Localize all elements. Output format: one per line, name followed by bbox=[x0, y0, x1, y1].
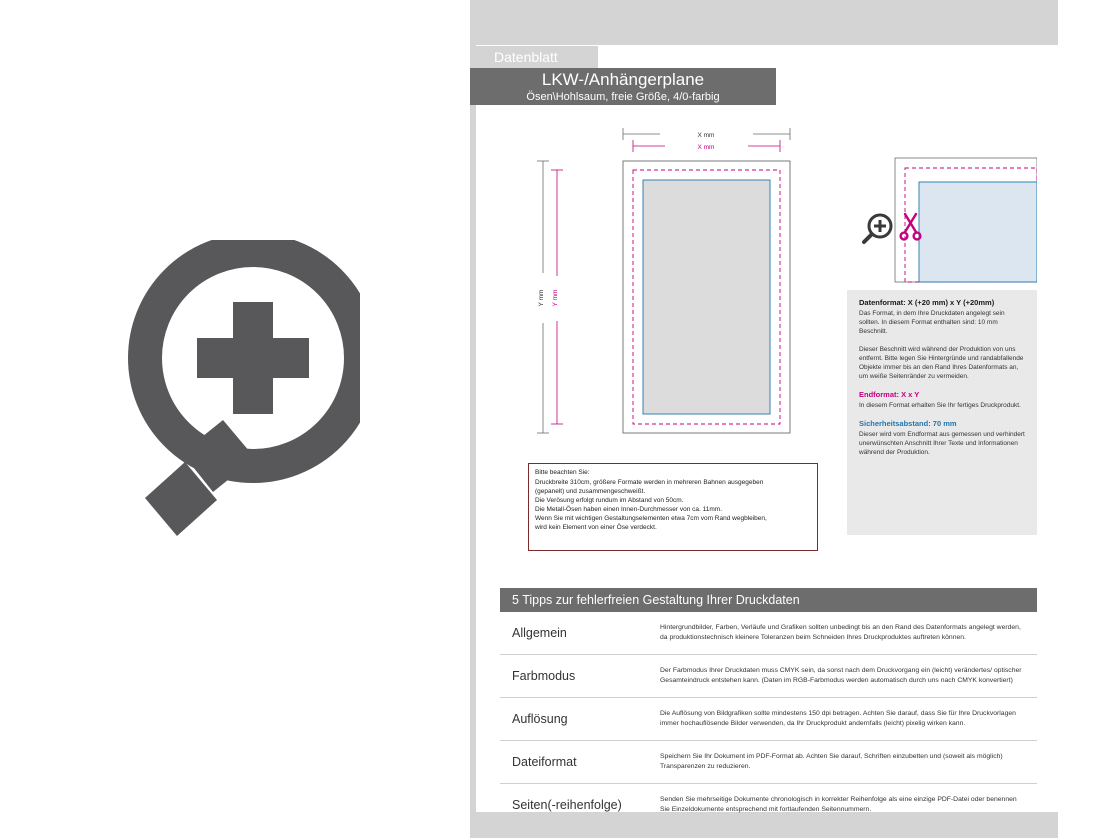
note-line: Die Metall-Ösen haben einen Innen-Durchmesser von ca. 11mm. bbox=[535, 506, 723, 513]
info-body-datenformat: Das Format, in dem Ihre Druckdaten angelegt sein sollten. In diesem Format enthalten sind: 10 mm Beschnitt. bbox=[859, 310, 1005, 335]
note-line: Die Verösung erfolgt rundum im Abstand von 50cm. bbox=[535, 497, 684, 504]
note-box bbox=[528, 463, 818, 551]
table-row bbox=[500, 784, 1037, 826]
page-subtitle: Ösen\Hohlsaum, freie Größe, 4/0-farbig bbox=[526, 91, 720, 103]
table-row bbox=[500, 741, 1037, 784]
tip-label: Auflösung bbox=[512, 712, 568, 726]
svg-text:Y mm: Y mm bbox=[552, 289, 559, 307]
datasheet-document bbox=[470, 0, 1117, 838]
tip-label: Farbmodus bbox=[512, 669, 576, 683]
tip-text: Senden Sie mehrseitige Dokumente chronologisch in korrekter Reihenfolge als eine einzige PDF-Datei oder benennen Sie Einzeldokumente entsprechend mit fortlaufenden Seitennummern. bbox=[660, 796, 1017, 813]
svg-text:X mm: X mm bbox=[697, 132, 715, 139]
info-heading-endformat: Endformat: X x Y bbox=[859, 390, 920, 399]
format-drawing bbox=[525, 118, 845, 458]
note-title: Bitte beachten Sie: bbox=[535, 469, 590, 476]
tip-label: Dateiformat bbox=[512, 755, 577, 769]
sheet-band-top bbox=[470, 0, 1058, 45]
page-title: LKW-/Anhängerplane bbox=[541, 70, 705, 89]
tip-text: Hintergrundbilder, Farben, Verläufe und Grafiken sollten unbedingt bis an den Rand des Datenformats angelegt werden, da produktionstechnisch kleinere Toleranzen beim Schneiden Ihres Druckproduktes auftreten können. bbox=[660, 624, 1021, 641]
tip-label: Seiten(-reihenfolge) bbox=[512, 798, 622, 812]
format-thumbnail bbox=[847, 150, 1037, 290]
title-block bbox=[470, 68, 776, 105]
tip-text: Der Farbmodus Ihrer Druckdaten muss CMYK sein, da sonst nach dem Druckvorgang ein (leicht) verändertes/ optischer Gesamteindruck entstehen kann. (Daten im RGB-Farbmodus werden automatisch durch uns nach CMYK konvertiert) bbox=[660, 667, 1022, 684]
tips-header: 5 Tipps zur fehlerfreien Gestaltung Ihrer Druckdaten bbox=[500, 588, 1037, 612]
magnifier-plus-icon[interactable] bbox=[105, 240, 360, 550]
note-line: Druckbreite 310cm, größere Formate werden in mehreren Bahnen ausgegeben bbox=[535, 479, 764, 486]
info-body-endformat: In diesem Format erhalten Sie Ihr fertiges Druckprodukt. bbox=[859, 402, 1021, 409]
preview-pane bbox=[0, 0, 470, 838]
tip-text: Speichern Sie Ihr Dokument im PDF-Format ab. Achten Sie darauf, Schriften einzubetten und (soweit als möglich) Transparenzen zu reduzieren. bbox=[660, 753, 1003, 770]
tip-label: Allgemein bbox=[512, 626, 567, 640]
tips-table bbox=[500, 588, 1037, 826]
note-line: (gepanelt) und zusammengeschweißt. bbox=[535, 488, 646, 495]
format-info-text bbox=[847, 290, 1037, 466]
info-body-sicherheitsabstand: Dieser wird vom Endformat aus gemessen und verhindert unerwünschten Anschnitt Ihrer Texte und Informationen während der Produktion. bbox=[859, 431, 1025, 456]
info-body-beschnitt: Dieser Beschnitt wird während der Produktion von uns entfernt. Bitte legen Sie Hintergründe und randabfallende Objekte immer bis an den Rand Ihres Datenformats an, um weiße Seitenränder zu vermeiden. bbox=[859, 346, 1024, 380]
table-row bbox=[500, 655, 1037, 698]
info-heading-sicherheitsabstand: Sicherheitsabstand: 70 mm bbox=[859, 419, 957, 428]
note-line: wird kein Element von einer Öse verdeckt. bbox=[535, 524, 657, 531]
svg-text:Y mm: Y mm bbox=[538, 289, 545, 307]
table-row bbox=[500, 698, 1037, 741]
svg-text:X mm: X mm bbox=[697, 144, 715, 151]
tip-text: Die Auflösung von Bildgrafiken sollte mindestens 150 dpi betragen. Achten Sie darauf, dass Sie für Ihre Druckvorlagen immer hochauflösende Bilder verwenden, da Ihr Druckprodukt andernfalls (leicht) pixelig wirken kann. bbox=[660, 710, 1016, 727]
datenblatt-tab: Datenblatt bbox=[476, 46, 598, 68]
format-info-panel bbox=[847, 150, 1037, 535]
note-line: Wenn Sie mit wichtigen Gestaltungselementen etwa 7cm vom Rand wegbleiben, bbox=[535, 515, 767, 522]
table-row bbox=[500, 612, 1037, 655]
info-heading-datenformat: Datenformat: X (+20 mm) x Y (+20mm) bbox=[859, 298, 995, 307]
